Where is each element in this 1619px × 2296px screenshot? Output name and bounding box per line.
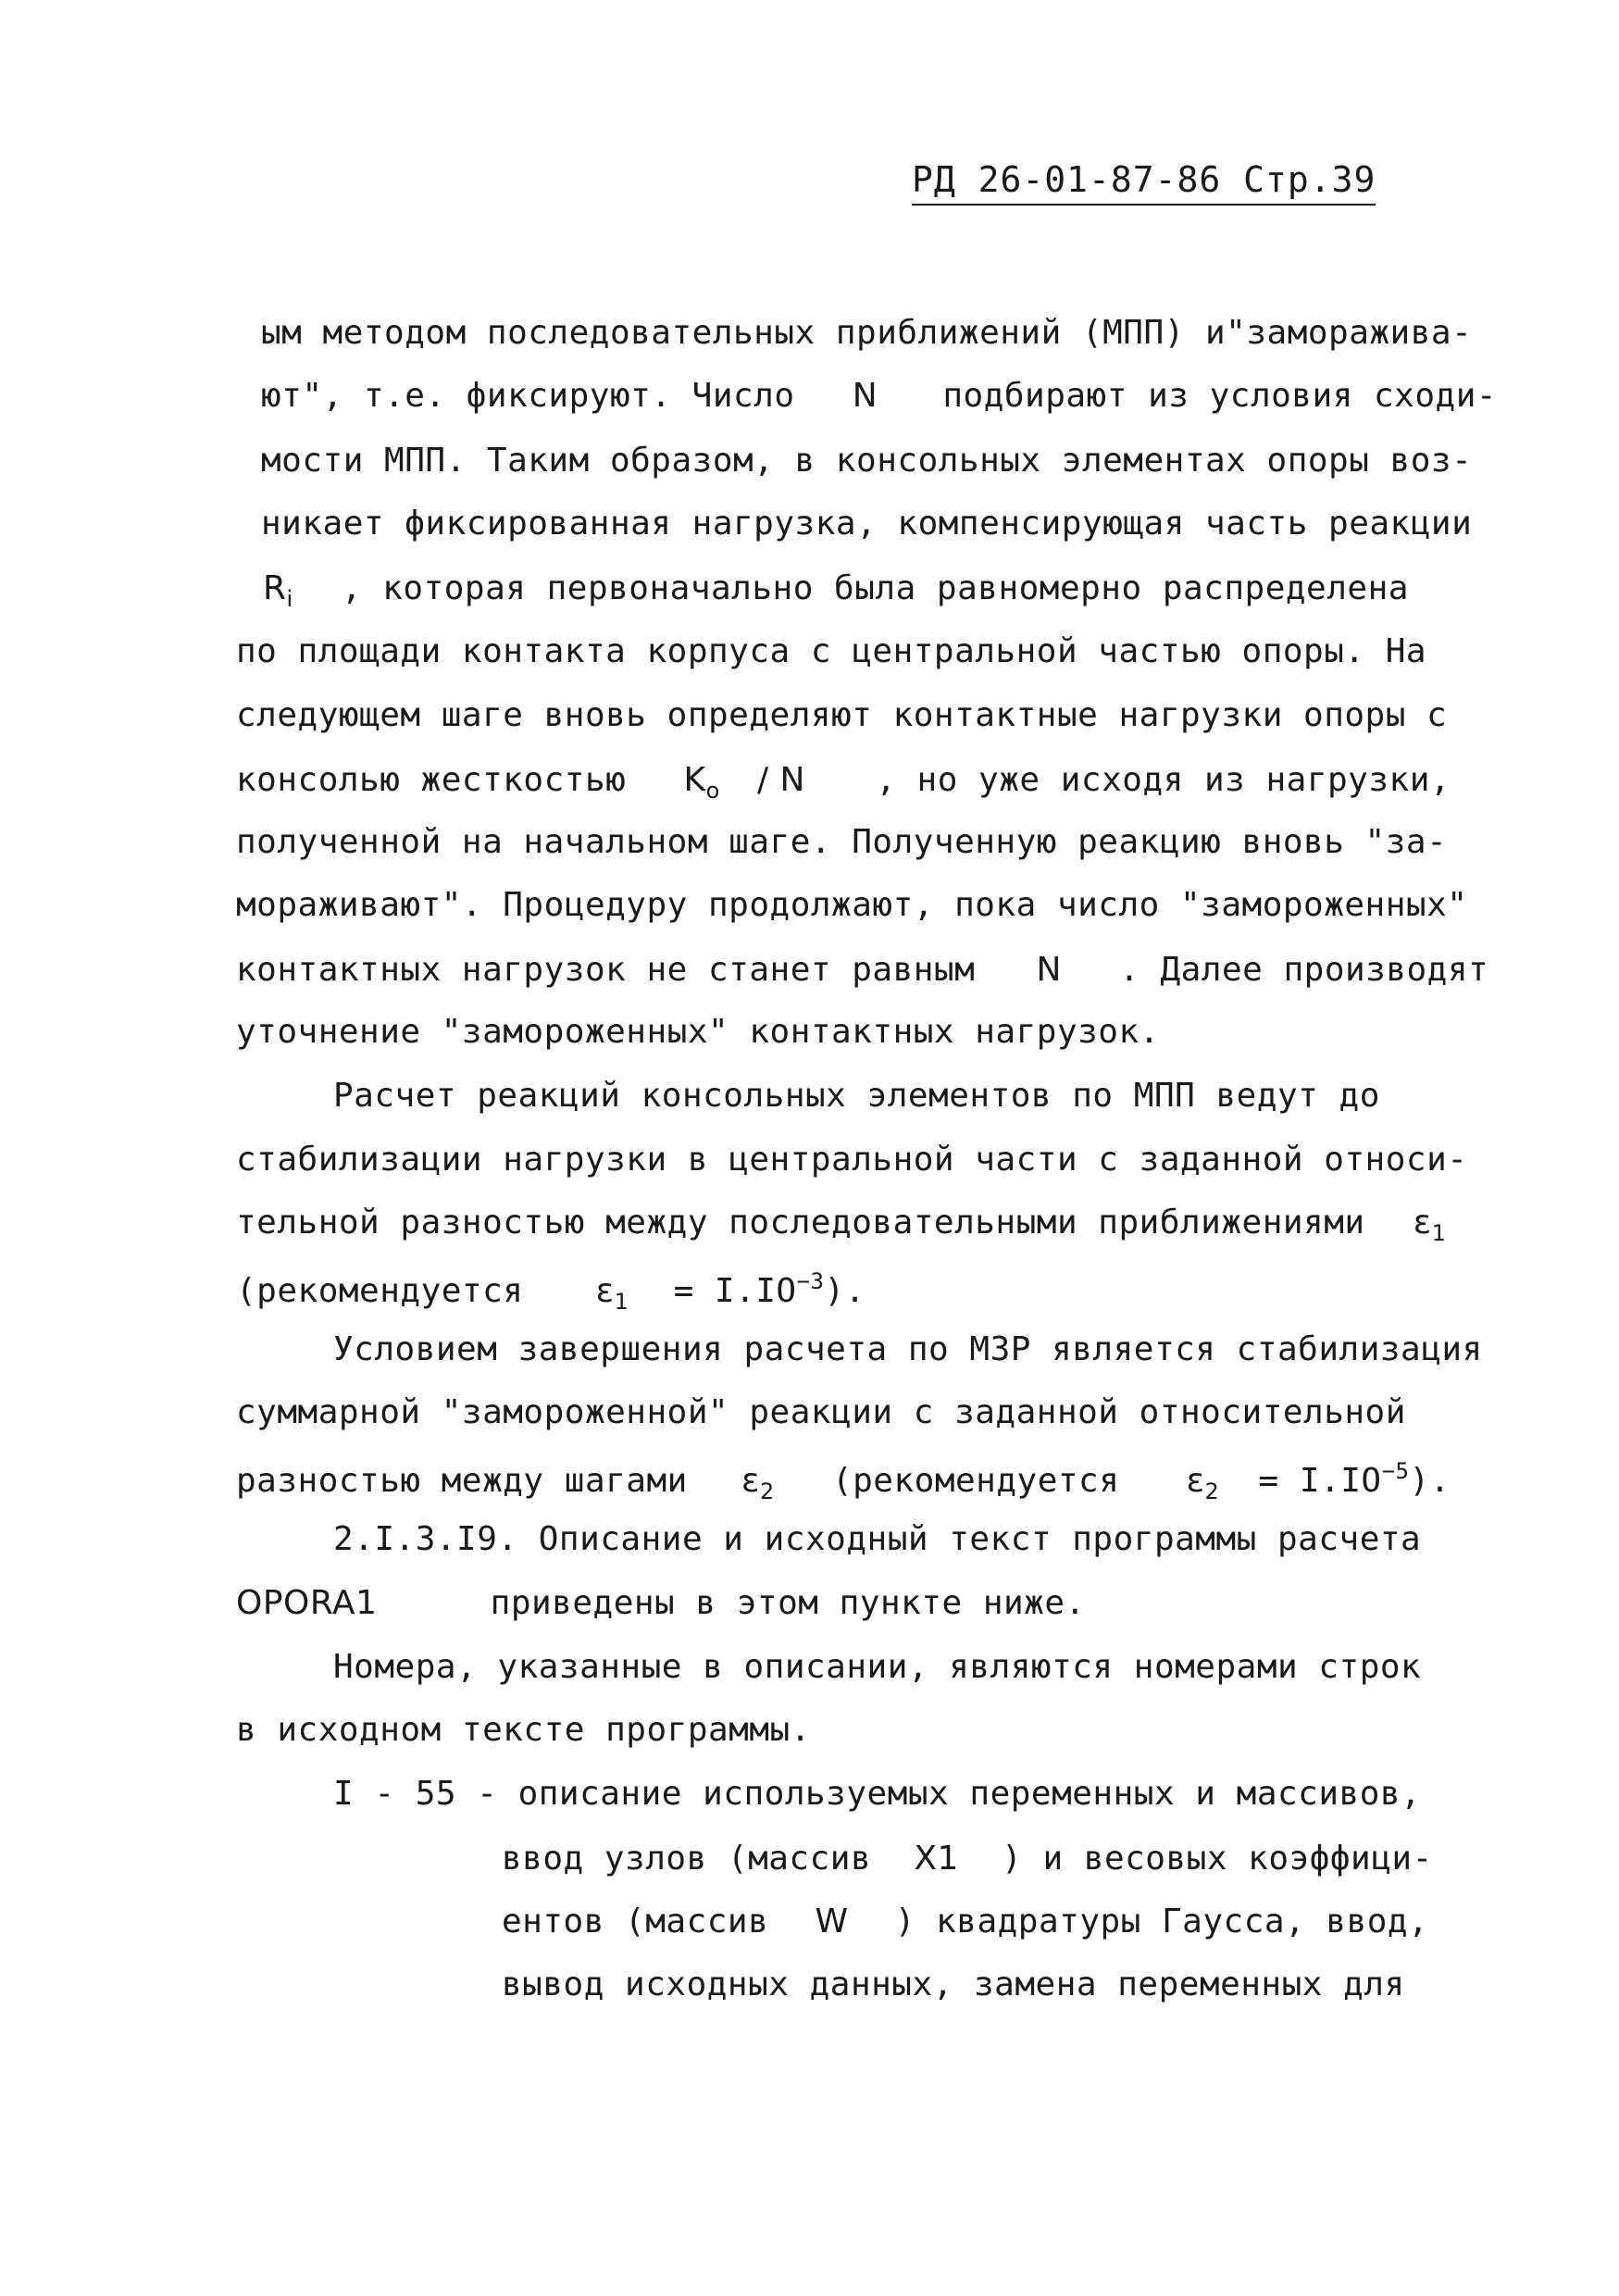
text-fragment: ). xyxy=(1409,1462,1451,1500)
text-line: полученной на начальном шаге. Полученную реакцию вновь "за- xyxy=(236,823,1448,861)
text-fragment: контактных нагрузок не станет равным xyxy=(236,951,976,989)
symbol-k0: $K_o$ xyxy=(683,761,720,804)
text-fragment: , но уже исходя из нагрузки, xyxy=(876,761,1451,799)
text-line xyxy=(236,1460,1451,1503)
text-fragment: . Далее производят xyxy=(1119,951,1489,989)
text-line xyxy=(236,761,1451,804)
page-header: РД 26-01-87-86 Стр.39 xyxy=(912,159,1376,206)
text-line: в исходном тексте программы. xyxy=(236,1711,811,1749)
text-line: Расчет реакций консольных элементов по МПП ведут до xyxy=(333,1077,1380,1115)
symbol-epsilon-1: $\varepsilon_1$ xyxy=(595,1272,629,1315)
text-fragment: приведены в этом пункте ниже. xyxy=(490,1584,1086,1622)
text-fragment: разностью между шагами xyxy=(236,1462,688,1500)
text-line xyxy=(236,1206,1447,1244)
exponent: −3 xyxy=(796,1268,825,1294)
symbol-epsilon-2: $\varepsilon_2$ xyxy=(741,1462,775,1504)
symbol-epsilon-2: $\varepsilon_2$ xyxy=(1186,1462,1220,1504)
text-line xyxy=(236,1584,1086,1622)
text-line: стабилизации нагрузки в центральной части с заданной относи- xyxy=(236,1141,1468,1179)
text-line xyxy=(236,1270,866,1313)
text-line: I - 55 - описание используемых переменных и массивов, xyxy=(333,1775,1422,1813)
text-fragment: ). xyxy=(824,1272,866,1310)
text-line: по площади контакта корпуса с центральной частью опоры. На xyxy=(236,632,1427,670)
text-line: мораживают". Процедуру продолжают, пока число "замороженных" xyxy=(236,886,1468,924)
text-line: следующем шаге вновь определяют контактные нагрузки опоры с xyxy=(236,696,1448,734)
text-fragment: ют", т.е. фиксируют. Число xyxy=(261,377,795,415)
text-fragment: ввод узлов (массив xyxy=(502,1840,872,1878)
text-line: мости МПП. Таким образом, в консольных элементах опоры воз- xyxy=(261,442,1473,480)
text-fragment: ) квадратуры Гаусса, ввод, xyxy=(894,1903,1429,1940)
symbol-w: W xyxy=(815,1903,849,1940)
text-line xyxy=(502,1905,1428,1939)
symbol-x1: X1 xyxy=(914,1840,959,1878)
text-line: вывод исходных данных, замена переменных для xyxy=(502,1965,1405,2003)
text-line: 2.I.3.I9. Описание и исходный текст программы расчета xyxy=(333,1520,1422,1558)
text-fragment: = I.IO xyxy=(673,1272,797,1310)
text-line: ым методом последовательных приближений (МПП) и"заморажива- xyxy=(261,314,1473,352)
text-fragment: ентов (массив xyxy=(502,1903,769,1940)
symbol-slash-n: / N xyxy=(756,761,805,799)
text-fragment: (рекомендуется xyxy=(236,1272,524,1310)
text-line: Номера, указанные в описании, являются номерами строк xyxy=(333,1648,1422,1686)
text-line xyxy=(261,569,1409,612)
text-line: уточнение "замороженных" контактных нагрузок. xyxy=(236,1013,1160,1051)
symbol-r: $R_i$ xyxy=(263,569,293,612)
text-line: никает фиксированная нагрузка, компенсирующая часть реакции xyxy=(261,505,1473,543)
text-line: Условием завершения расчета по МЗР является стабилизация xyxy=(333,1330,1483,1368)
text-fragment: , которая первоначально была равномерно распределена xyxy=(341,569,1409,607)
text-line xyxy=(236,951,1489,989)
text-line xyxy=(502,1842,1433,1876)
text-fragment: консолью жесткостью xyxy=(236,761,627,799)
text-fragment: (рекомендуется xyxy=(831,1462,1120,1500)
text-line: суммарной "замороженной" реакции с заданной относительной xyxy=(236,1393,1406,1431)
text-fragment: = I.IO xyxy=(1258,1462,1382,1500)
symbol-epsilon-1: $\varepsilon_1$ xyxy=(1413,1204,1447,1246)
text-fragment: тельной разностью между последовательными приближениями xyxy=(236,1204,1365,1242)
text-fragment: подбирают из условия сходи- xyxy=(942,377,1498,415)
text-line xyxy=(261,377,1498,415)
symbol-n: N xyxy=(852,377,878,415)
exponent: −5 xyxy=(1381,1458,1410,1484)
symbol-n: N xyxy=(1036,951,1062,989)
program-name: OPORA1 xyxy=(236,1584,378,1622)
text-fragment: ) и весовых коэффици- xyxy=(1002,1840,1433,1878)
